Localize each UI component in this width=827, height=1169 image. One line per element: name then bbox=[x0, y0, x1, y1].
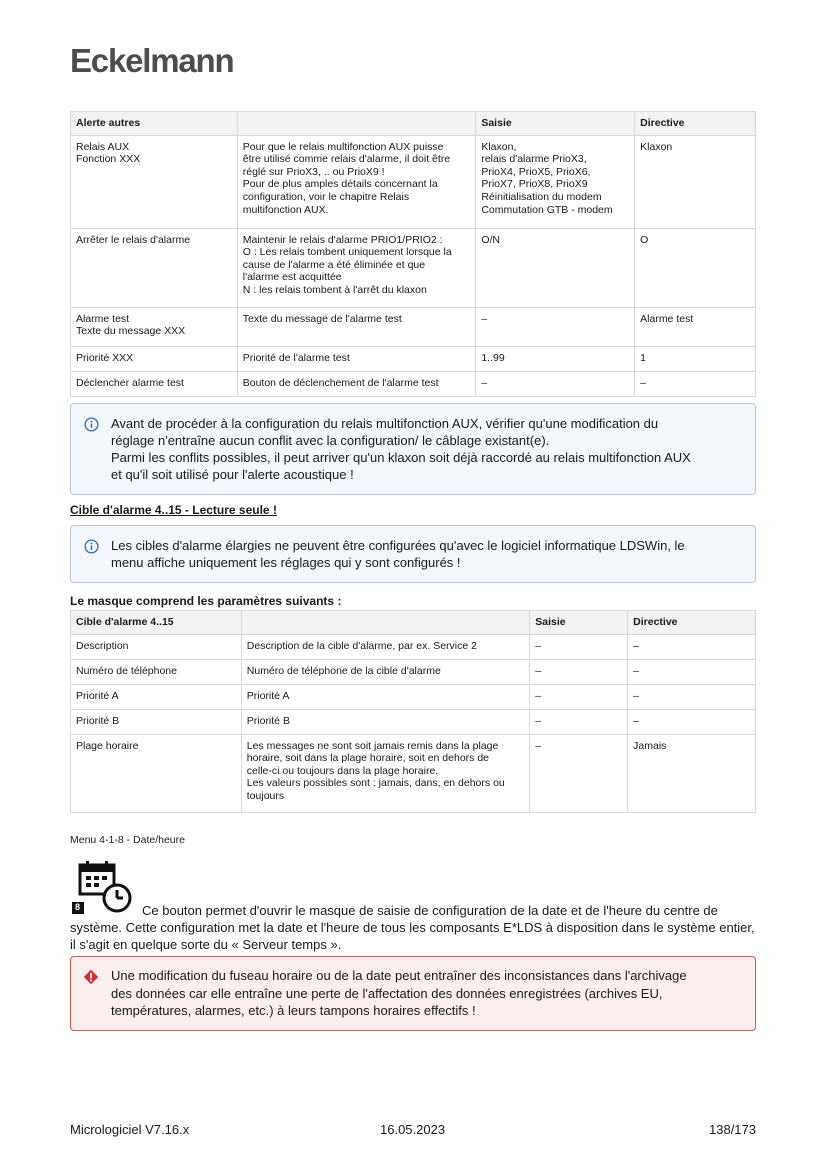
menu-title: Menu 4-1-8 - Date/heure bbox=[70, 834, 185, 846]
table-cell: Bouton de déclenchement de l'alarme test bbox=[237, 371, 476, 396]
table-cell: Texte du message de l'alarme test bbox=[237, 307, 476, 346]
table-cell: Klaxon bbox=[635, 135, 756, 228]
table-cell: Priorité B bbox=[71, 709, 242, 734]
table-header-cell bbox=[241, 611, 530, 635]
table-cell: Alarme test Texte du message XXX bbox=[71, 307, 238, 346]
table-cell: Pour que le relais multifonction AUX puisse être utilisé comme relais d'alarme, il doit être réglé sur PrioX3, .. ou PrioX9 ! Pour de plus amples détails concernant la configuration, voir le chapitre Relais multifonction AUX. bbox=[237, 135, 476, 228]
table-row bbox=[71, 709, 756, 734]
table-header-cell: Saisie bbox=[476, 112, 635, 136]
section-heading: Cible d'alarme 4..15 - Lecture seule ! bbox=[70, 503, 277, 517]
info-icon bbox=[84, 539, 99, 554]
table-row bbox=[71, 371, 756, 396]
table-cell: – bbox=[476, 307, 635, 346]
table-cell: – bbox=[635, 371, 756, 396]
table-header-row bbox=[71, 611, 756, 635]
table-cell: Priorité A bbox=[241, 684, 530, 709]
info-note-text: Les cibles d'alarme élargies ne peuvent être configurées qu'avec le logiciel informatique LDSWin, le menu affiche uniquement les réglages qui y sont configurés ! bbox=[111, 538, 685, 570]
table-cell: Priorité B bbox=[241, 709, 530, 734]
table-cell: Alarme test bbox=[635, 307, 756, 346]
table-cell: Priorité XXX bbox=[71, 346, 238, 371]
table-cell: – bbox=[628, 684, 756, 709]
table-header-row bbox=[71, 112, 756, 136]
table-cell: Relais AUX Fonction XXX bbox=[71, 135, 238, 228]
table-row bbox=[71, 307, 756, 346]
table-cell: 1..99 bbox=[476, 346, 635, 371]
table-cell: Plage horaire bbox=[71, 734, 242, 812]
table-cell: Jamais bbox=[628, 734, 756, 812]
table-row bbox=[71, 135, 756, 228]
table-cell: O/N bbox=[476, 228, 635, 307]
alarm-target-table bbox=[70, 610, 756, 813]
table-row bbox=[71, 346, 756, 371]
description-paragraph: Ce bouton permet d'ouvrir le masque de saisie de configuration de la date et de l'heure du centre de système. Cette configuration met la date et l'heure de tous les composants E*LDS à disposition dans le système entier, il s'agit en quelque sorte du « Serveur temps ». bbox=[70, 903, 755, 952]
table-header-cell: Directive bbox=[635, 112, 756, 136]
table-row bbox=[71, 634, 756, 659]
footer-page-number: 138/173 bbox=[709, 1122, 756, 1137]
table-header-cell: Directive bbox=[628, 611, 756, 635]
warning-note bbox=[70, 956, 756, 1031]
table-cell: Priorité de l'alarme test bbox=[237, 346, 476, 371]
warning-text: Une modification du fuseau horaire ou de la date peut entraîner des inconsistances dans l'archivage des données car elle entraîne une perte de l'affectation des données enregistrées (archives EU, températures, alarmes, etc.) à leurs tampons horaires effectifs ! bbox=[111, 968, 687, 1018]
info-note-aux-relay bbox=[70, 403, 756, 495]
table-row bbox=[71, 228, 756, 307]
table-header-cell: Saisie bbox=[530, 611, 628, 635]
table-cell: Numéro de téléphone de la cible d'alarme bbox=[241, 659, 530, 684]
table-cell: Klaxon, relais d'alarme PrioX3, PrioX4, PrioX5, PrioX6, PrioX7, PrioX8, PrioX9 Réinitialisation du modem Commutation GTB - modem bbox=[476, 135, 635, 228]
table-cell: 1 bbox=[635, 346, 756, 371]
table-cell: – bbox=[530, 634, 628, 659]
footer-firmware: Micrologiciel V7.16.x bbox=[70, 1122, 190, 1137]
table-cell: – bbox=[530, 734, 628, 812]
table-cell: Déclencher alarme test bbox=[71, 371, 238, 396]
table-header-cell bbox=[237, 112, 476, 136]
table-cell: O bbox=[635, 228, 756, 307]
table-cell: Maintenir le relais d'alarme PRIO1/PRIO2 : O : Les relais tombent uniquement lorsque la cause de l'alarme a été éliminée et que l'alarme est acquittée N : les relais tombent à l'arrêt du klaxon bbox=[237, 228, 476, 307]
table-cell: Description bbox=[71, 634, 242, 659]
table-cell: Les messages ne sont soit jamais remis dans la plage horaire, soit dans la plage horaire, soit en dehors de celle-ci ou toujours dans la plage horaire. Les valeurs possibles sont : jamais, dans, en dehors ou toujours bbox=[241, 734, 530, 812]
table-cell: – bbox=[628, 709, 756, 734]
info-icon bbox=[84, 417, 99, 432]
table-cell: – bbox=[628, 634, 756, 659]
table-cell: Numéro de téléphone bbox=[71, 659, 242, 684]
table-row bbox=[71, 659, 756, 684]
table-cell: Priorité A bbox=[71, 684, 242, 709]
table-cell: Arrêter le relais d'alarme bbox=[71, 228, 238, 307]
table-cell: – bbox=[628, 659, 756, 684]
info-note-text: Avant de procéder à la configuration du relais multifonction AUX, vérifier qu'une modification du réglage n'entraîne aucun conflit avec la configuration/ le câblage existant(e). Parmi les conflits possibles, il peut arriver qu'un klaxon soit déjà raccordé au relais multifonction AUX et qu'il soit utilisé pour l'alerte acoustique ! bbox=[111, 416, 691, 482]
footer-date: 16.05.2023 bbox=[380, 1122, 446, 1137]
table-cell: – bbox=[530, 684, 628, 709]
info-note-ldswin bbox=[70, 525, 756, 583]
table-header-cell: Alerte autres bbox=[71, 112, 238, 136]
alert-others-table bbox=[70, 111, 756, 397]
eckelmann-logo: Eckelmann bbox=[70, 42, 234, 79]
icon-badge-number: 8 bbox=[75, 902, 81, 912]
table-cell: – bbox=[530, 659, 628, 684]
table-cell: – bbox=[530, 709, 628, 734]
table-cell: – bbox=[476, 371, 635, 396]
table-row bbox=[71, 684, 756, 709]
table-row bbox=[71, 734, 756, 812]
table-header-cell: Cible d'alarme 4..15 bbox=[71, 611, 242, 635]
table-cell: Description de la cible d'alarme, par ex. Service 2 bbox=[241, 634, 530, 659]
mask-heading: Le masque comprend les paramètres suivants : bbox=[70, 594, 342, 608]
warning-icon bbox=[83, 969, 99, 985]
